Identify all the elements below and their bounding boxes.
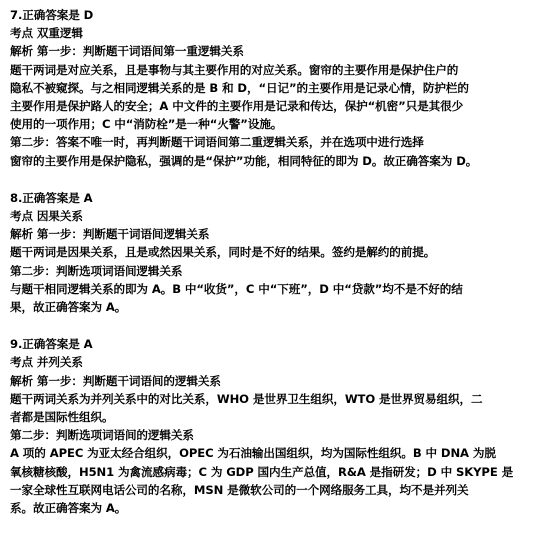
topic-line: 考点 并列关系 <box>10 355 83 370</box>
section-spacer <box>10 316 550 335</box>
explanation-line: 者都是国际性组织。 <box>10 410 114 425</box>
explanation-line: 窗帘的主要作用是保护隐私，强调的是“保护”功能，相同特征的即为 D。故正确答案为 D。 <box>10 153 478 168</box>
explanation-line: A 项的 APEC 为亚太经合组织，OPEC 为石油输出国组织，均为国际性组织。B 中 DNA 为脱 <box>10 446 496 461</box>
answer-line: 8.正确答案是 A <box>10 190 93 205</box>
question-7-explanation <box>10 6 550 170</box>
topic-line: 考点 因果关系 <box>10 209 83 224</box>
explanation-line: 与题干相同逻辑关系的即为 A。B 中“收货”，C 中“下班”，D 中“贷款”均不是不好的结 <box>10 281 463 296</box>
explanation-line: 主要作用是保护路人的安全；A 中文件的主要作用是记录和传达，保护“机密”只是其很少 <box>10 99 464 114</box>
question-8-explanation <box>10 189 550 316</box>
explanation-line: 果，故正确答案为 A。 <box>10 300 127 315</box>
answer-explanations-document <box>10 6 550 517</box>
explanation-line: 一家全球性互联网电话公司的名称，MSN 是微软公司的一个网络服务工具，均不是并列关 <box>10 482 469 497</box>
explanation-line: 题干两词是因果关系，且是或然因果关系，同时是不好的结果。签约是解约的前提。 <box>10 245 436 260</box>
step-heading: 第二步：判断选项词语间逻辑关系 <box>10 263 183 278</box>
explanation-line: 系。故正确答案为 A。 <box>10 501 127 516</box>
step-heading: 第二步：答案不唯一时，再判断题干词语间第二重逻辑关系，并在选项中进行选择 <box>10 135 424 150</box>
topic-line: 考点 双重逻辑 <box>10 26 83 41</box>
question-9-explanation <box>10 335 550 517</box>
explanation-line: 氧核糖核酸，H5N1 为禽流感病毒；C 为 GDP 国内生产总值，R&A 是指研发；D 中 SKYPE 是 <box>10 464 514 479</box>
explanation-line: 使用的一项作用；C 中“消防栓”是一种“火警”设施。 <box>10 117 283 132</box>
analysis-heading: 解析 第一步：判断题干词语间逻辑关系 <box>10 227 210 242</box>
analysis-heading: 解析 第一步：判断题干词语间第一重逻辑关系 <box>10 44 244 59</box>
answer-line: 7.正确答案是 D <box>10 8 94 22</box>
analysis-heading: 解析 第一步：判断题干词语间的逻辑关系 <box>10 373 221 388</box>
explanation-line: 题干两词关系为并列关系中的对比关系，WHO 是世界卫生组织，WTO 是世界贸易组织，二 <box>10 391 483 406</box>
explanation-line: 题干两词是对应关系，且是事物与其主要作用的对应关系。窗帘的主要作用是保护住户的 <box>10 62 459 77</box>
answer-line: 9.正确答案是 A <box>10 337 93 352</box>
section-spacer <box>10 170 550 189</box>
explanation-line: 隐私不被窥探。与之相同逻辑关系的是 B 和 D，“日记”的主要作用是记录心情，防护栏的 <box>10 80 469 95</box>
step-heading: 第二步：判断选项词语间的逻辑关系 <box>10 428 194 443</box>
